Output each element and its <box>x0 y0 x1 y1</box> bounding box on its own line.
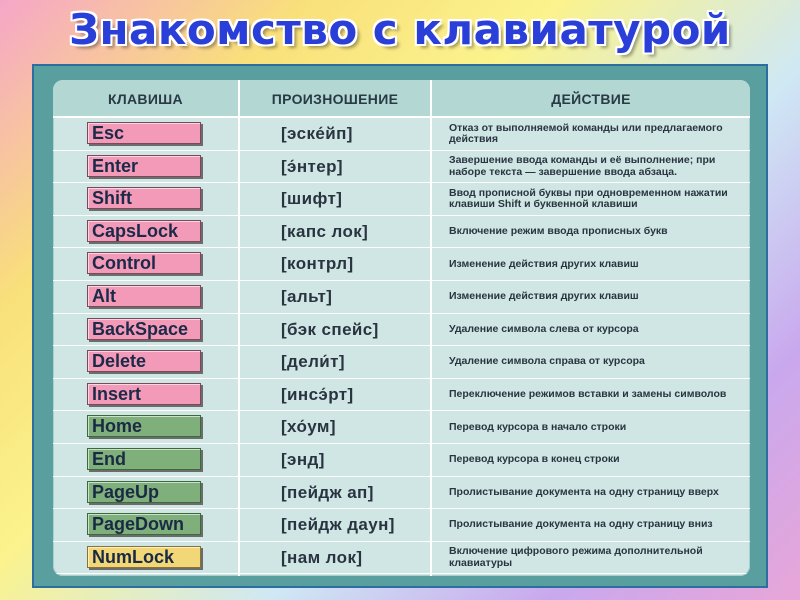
header-key: КЛАВИША <box>108 91 183 107</box>
pronunciation-cell: [пейдж ап] <box>281 482 374 502</box>
action-text: Ввод прописной буквы при одновременном нажатии клавиши Shift и буквенной клавиши <box>449 186 728 211</box>
header-pronunciation: ПРОИЗНОШЕНИЕ <box>271 91 399 107</box>
header-action: ДЕЙСТВИЕ <box>551 91 631 107</box>
key-label: Alt <box>87 285 201 307</box>
board <box>32 64 768 588</box>
action-text: Перевод курсора в конец строки <box>449 453 620 466</box>
pronunciation-cell: [нам лок] <box>281 547 363 567</box>
table-row <box>53 281 750 314</box>
pronunciation-cell: [шифт] <box>281 189 343 209</box>
action-text: Перевод курсора в начало строки <box>449 420 627 433</box>
key-label: Insert <box>87 383 201 405</box>
action-text: Пролистывание документа на одну страницу вверх <box>449 485 719 498</box>
pronunciation-cell: [пейдж даун] <box>281 515 395 535</box>
key-label: PageUp <box>87 481 201 503</box>
table-row <box>53 477 750 510</box>
pronunciation-cell: [энд] <box>281 449 325 469</box>
table-row <box>53 183 750 216</box>
action-cell <box>449 248 749 280</box>
key-label: Home <box>87 415 201 437</box>
key-label: Control <box>87 252 201 274</box>
key-label: Esc <box>87 122 201 144</box>
action-text: Переключение режимов вставки и замены символов <box>449 388 727 400</box>
action-cell <box>449 542 749 574</box>
key-label: CapsLock <box>87 220 201 242</box>
table-row <box>53 509 750 542</box>
table-body <box>53 118 750 574</box>
action-cell <box>449 216 749 248</box>
key-label: NumLock <box>87 546 201 568</box>
table-row <box>53 248 750 281</box>
action-cell <box>449 477 749 509</box>
table-row <box>53 444 750 477</box>
pronunciation-cell: [дели́т] <box>281 352 345 372</box>
pronunciation-cell: [инсэ́рт] <box>281 384 354 404</box>
action-cell <box>449 379 749 411</box>
table-row <box>53 216 750 249</box>
action-text: Пролистывание документа на одну страницу вниз <box>449 518 713 531</box>
pronunciation-cell: [э́нтер] <box>281 156 343 176</box>
action-cell <box>449 118 749 150</box>
action-cell <box>449 346 749 378</box>
action-cell <box>449 183 749 215</box>
pronunciation-cell: [бэк спейс] <box>281 319 379 339</box>
action-cell <box>449 509 749 541</box>
key-label: BackSpace <box>87 318 201 340</box>
action-text: Удаление символа слева от курсора <box>449 322 639 335</box>
table-row <box>53 346 750 379</box>
pronunciation-cell: [эске́йп] <box>281 124 353 143</box>
key-label: PageDown <box>87 513 201 535</box>
keyboard-table <box>53 80 750 576</box>
action-cell <box>449 281 749 313</box>
pronunciation-cell: [контрл] <box>281 254 354 274</box>
pronunciation-cell: [капс лок] <box>281 221 369 241</box>
table-header <box>53 80 750 118</box>
table-row <box>53 118 750 151</box>
action-cell <box>449 314 749 346</box>
pronunciation-cell: [хо́ум] <box>281 417 336 437</box>
action-text: Отказ от выполняемой команды или предлагаемого действия <box>449 121 723 145</box>
key-label: Delete <box>87 350 201 372</box>
pronunciation-cell: [альт] <box>281 286 333 306</box>
action-text: Удаление символа справа от курсора <box>449 355 645 368</box>
table-row <box>53 314 750 347</box>
table-row <box>53 379 750 412</box>
table-row <box>53 542 750 575</box>
key-label: Enter <box>87 155 201 177</box>
page-title: Знакомство с клавиатурой <box>69 5 731 54</box>
action-text: Включение режим ввода прописных букв <box>449 225 668 238</box>
table-row <box>53 411 750 444</box>
action-text: Изменение действия других клавиш <box>449 290 639 303</box>
key-label: Shift <box>87 187 201 209</box>
action-text: Изменение действия других клавиш <box>449 257 639 270</box>
action-cell <box>449 444 749 476</box>
key-label: End <box>87 448 201 470</box>
table-row <box>53 151 750 184</box>
action-cell <box>449 411 749 443</box>
action-text: Включение цифрового режима дополнительной клавиатуры <box>449 545 703 569</box>
action-text: Завершение ввода команды и её выполнение; при наборе текста — завершение ввода абзаца. <box>449 154 716 178</box>
action-cell <box>449 151 749 183</box>
